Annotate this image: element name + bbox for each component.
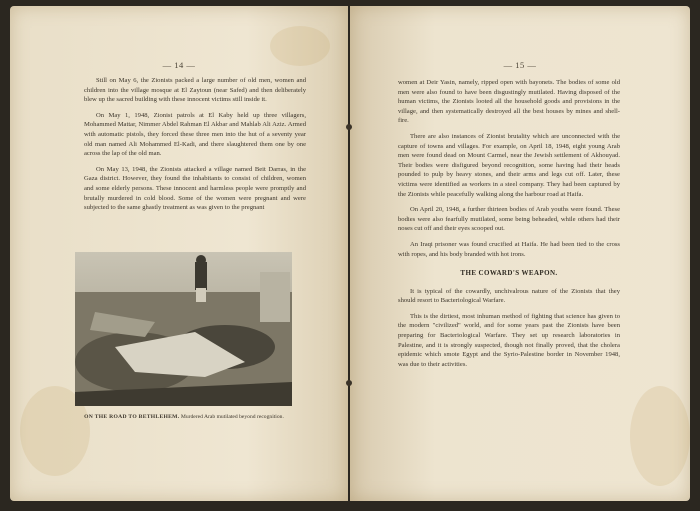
photo-caption (84, 413, 284, 421)
section-heading: THE COWARD'S WEAPON. (460, 269, 558, 278)
right-page (350, 6, 690, 501)
photograph-murdered-arab (75, 252, 292, 406)
left-page-body (84, 76, 306, 219)
paragraph: On April 20, 1948, a further thirteen bodies of Arab youths were found. These bodies were also fearfully mutilated, some being beheaded, while others had their noses cut off and their eyes scooped out. (398, 206, 620, 233)
paragraph: Still on May 6, the Zionists packed a large number of old men, women and children into the village mosque at El Zaytoun (near Safed) and then deliberately blew up the sacred building with these innocent victims still inside it. (84, 77, 306, 104)
staple-hole (346, 124, 352, 130)
paragraph: There are also instances of Zionist brutality which are unconnected with the capture of towns and villages. For example, on April 18, 1948, eight young Arab men were found dead on Mount Carmel, near the Jewish settlement of Akhouyad. Their bodies were disfigured beyond recognition, some having had their heads pounded to pulp by heavy stones, and their arms and legs cut off. Later, these victims were identified as workers in a steel company. They had been captured by the Zionists while peacefully walking along the harbour road at Haifa. (398, 132, 620, 198)
left-page-number: — 14 — (162, 60, 196, 70)
paragraph: On May 13, 1948, the Zionists attacked a village named Beit Darras, in the Gaza district. However, they found the inhabitants to consist of children, women and some elderly persons. These innocent and harmless people were promptly and brutally murdered in cold blood. Some of the women were pregnant and were subjected to the same ghastly treatment as was given to the pregnant (84, 165, 306, 212)
right-page-body (398, 78, 620, 375)
staple-hole (346, 380, 352, 386)
paragraph: This is the dirtiest, most inhuman method of fighting that science has given to the modern "civilized" world, and for some years past the Zionists have been preparing for Bacteriological Warfare. They set up research laboratories in Palestine, and it is strongly suspected, though not finally proved, that the cholera epidemic which smote Egypt and the Syrio-Palestine border in November 1948, was due to their activities. (398, 312, 620, 368)
paragraph: It is typical of the cowardly, unchivalrous nature of the Zionists that they should resort to Bacteriological Warfare. (398, 287, 620, 305)
paragraph: An Iraqi prisoner was found crucified at Haifa. He had been tied to the cross with ropes, and his body branded with hot irons. (398, 240, 620, 258)
caption-title: ON THE ROAD TO BETHLEHEM. (84, 414, 180, 420)
right-page-number: — 15 — (503, 60, 537, 70)
caption-text: Murdered Arab mutilated beyond recognition. (180, 414, 284, 420)
paragraph: On May 1, 1948, Zionist patrols at El Kaby held up three villagers, Mohammed Mattar, Nimmer Abdel Rahman El Akbar and Mahlab Ali Aziz. Armed with automatic pistols, they forced these three men into the hut of a seventy year old man named Ali Mohammed El-Kadi, and there slaughtered them one by one across the lap of the old man. (84, 111, 306, 158)
paragraph: women at Deir Yasin, namely, ripped open with bayonets. The bodies of some old men were also found to have been disgustingly mutilated. Having disposed of the human victims, the Zionists looted all the household goods and provisions in the village, and then systematically destroyed all the best houses by mines and shell-fire. (398, 79, 620, 125)
